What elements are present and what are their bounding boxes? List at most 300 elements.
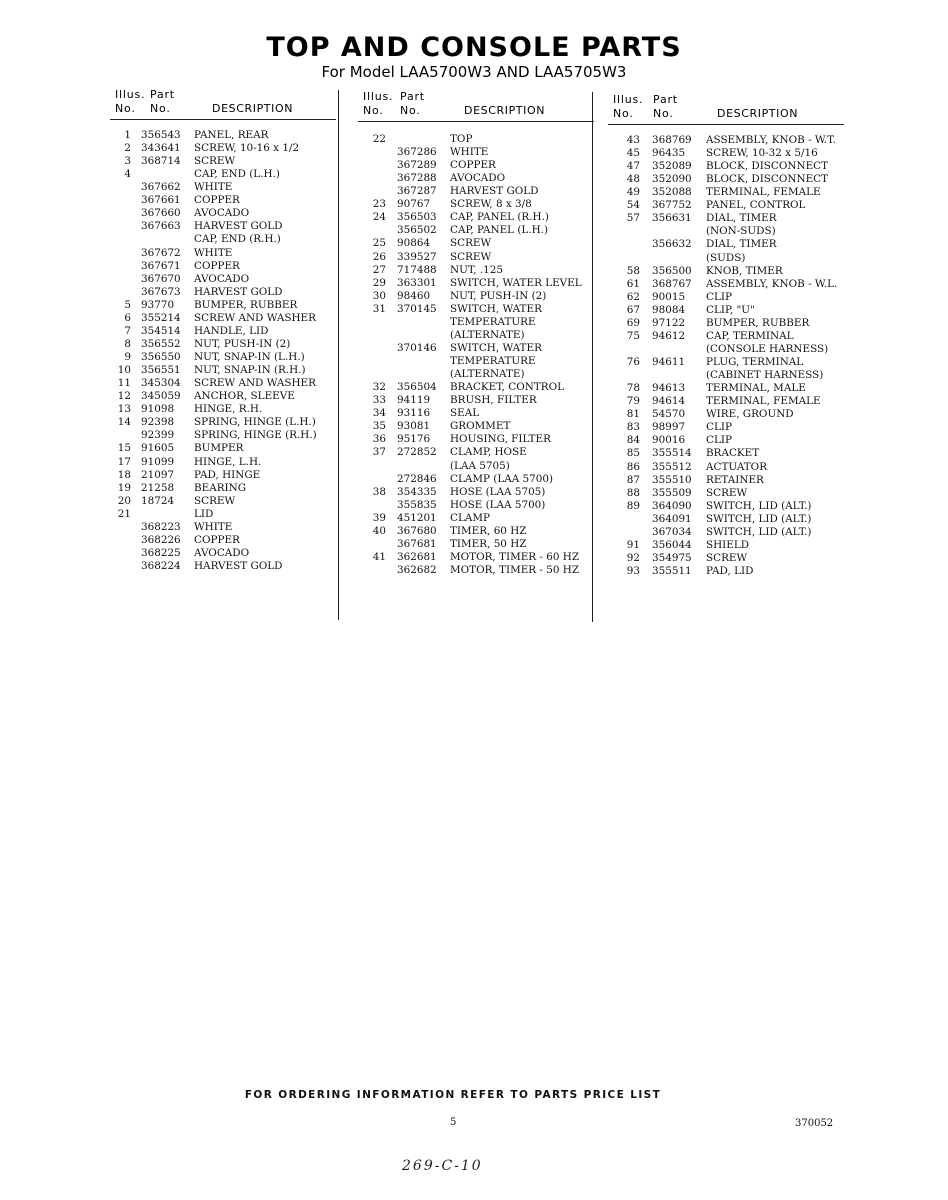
part-number: 343641: [141, 142, 181, 155]
part-description: SPRING, HINGE (L.H.): [194, 416, 316, 429]
part-description: AVOCADO: [194, 272, 250, 285]
part-description: AVOCADO: [450, 172, 506, 185]
part-description: DIAL, TIMER: [706, 238, 777, 251]
part-number: 93081: [397, 420, 431, 433]
parts-row: [0, 265, 948, 278]
part-number: 368225: [141, 546, 181, 559]
header-rule: [110, 119, 336, 120]
part-number: 355510: [652, 473, 692, 486]
part-description: SWITCH, WATER: [450, 302, 542, 315]
parts-row: [0, 212, 948, 225]
illus-number: 86: [626, 460, 640, 473]
part-description: (ALTERNATE): [450, 368, 525, 381]
part-number: 356500: [652, 264, 692, 277]
part-description: CAP, TERMINAL: [706, 329, 794, 342]
part-description: SWITCH, LID (ALT.): [706, 499, 812, 512]
illus-number: 12: [117, 390, 131, 403]
part-number: 367752: [652, 199, 692, 212]
part-description: CLAMP: [450, 511, 490, 524]
part-number: 354335: [397, 485, 437, 498]
part-description: HOUSING, FILTER: [450, 433, 551, 446]
part-number: 368769: [652, 134, 692, 146]
illus-number: 32: [372, 381, 386, 394]
illus-number: 4: [124, 168, 131, 181]
parts-row: [0, 408, 948, 421]
part-number: 356551: [141, 364, 181, 377]
parts-row: [0, 513, 948, 526]
header-part-no: No.: [653, 107, 674, 120]
part-number: 95176: [397, 433, 431, 446]
part-description: RETAINER: [706, 473, 764, 486]
illus-number: 84: [626, 434, 640, 447]
part-description: SCREW AND WASHER: [194, 311, 316, 324]
part-description: CLIP: [706, 434, 732, 447]
part-description: ASSEMBLY, KNOB - W.T.: [706, 134, 836, 146]
illus-number: 93: [626, 564, 640, 577]
part-number: 54570: [652, 408, 686, 421]
part-description: AVOCADO: [194, 546, 250, 559]
part-number: 96435: [652, 147, 686, 160]
part-description: TERMINAL, FEMALE: [706, 395, 821, 408]
part-description: NUT, PUSH-IN (2): [450, 289, 547, 302]
header-part-label: Part: [400, 90, 425, 103]
part-number: 367671: [141, 259, 181, 272]
illus-number: 79: [626, 395, 640, 408]
part-number: 93770: [141, 298, 175, 311]
parts-row: [0, 447, 948, 460]
parts-row: [0, 356, 948, 369]
parts-row: [0, 434, 948, 447]
part-description: CAP, END (R.H.): [194, 233, 281, 246]
part-description: COPPER: [194, 533, 240, 546]
illus-number: 22: [372, 133, 386, 145]
part-number: 345304: [141, 377, 181, 390]
handwritten-note: 269-C-10: [402, 1158, 483, 1174]
illus-number: 76: [626, 356, 640, 369]
part-description: SCREW: [706, 486, 748, 499]
part-number: 355511: [652, 564, 692, 577]
illus-number: 23: [372, 198, 386, 211]
part-description: KNOB, TIMER: [706, 264, 783, 277]
part-description: BUMPER: [194, 442, 244, 455]
part-description: BRUSH, FILTER: [450, 394, 537, 407]
part-number: 97122: [652, 316, 686, 329]
part-description: SCREW, 10-32 x 5/16: [706, 147, 818, 160]
illus-number: 27: [372, 263, 386, 276]
page-title: TOP AND CONSOLE PARTS: [266, 32, 682, 63]
illus-number: 34: [372, 407, 386, 420]
parts-row: [0, 421, 948, 434]
parts-row: [0, 552, 948, 565]
header-illus-label: Illus.: [613, 93, 644, 106]
part-number: 354975: [652, 551, 692, 564]
illus-number: 41: [372, 550, 386, 563]
illus-number: 30: [372, 289, 386, 302]
parts-row: [0, 304, 948, 317]
illus-number: 85: [626, 447, 640, 460]
part-description: (ALTERNATE): [450, 328, 525, 341]
part-description: (LAA 5705): [450, 459, 510, 472]
part-description: BLOCK, DISCONNECT: [706, 173, 829, 186]
part-description: SEAL: [450, 407, 480, 420]
part-number: 98460: [397, 289, 431, 302]
part-description: WIRE, GROUND: [706, 408, 794, 421]
part-description: WHITE: [194, 520, 233, 533]
part-description: PAD, HINGE: [194, 468, 261, 481]
part-description: MOTOR, TIMER - 50 HZ: [450, 563, 580, 576]
part-description: DIAL, TIMER: [706, 212, 777, 225]
part-number: 98997: [652, 421, 686, 434]
illus-number: 2: [124, 142, 131, 155]
part-description: HINGE, L.H.: [194, 455, 262, 468]
part-number: 367680: [397, 524, 437, 537]
illus-number: 29: [372, 276, 386, 289]
part-description: CAP, PANEL (L.H.): [450, 224, 549, 237]
part-number: 370145: [397, 302, 437, 315]
part-number: 21258: [141, 481, 175, 494]
illus-number: 78: [626, 382, 640, 395]
part-number: 362681: [397, 550, 437, 563]
part-number: 355214: [141, 311, 181, 324]
part-number: 367673: [141, 285, 181, 298]
part-description: HARVEST GOLD: [194, 285, 283, 298]
part-description: TEMPERATURE: [450, 355, 536, 368]
part-number: 94613: [652, 382, 686, 395]
part-number: 91605: [141, 442, 175, 455]
part-number: 367660: [141, 207, 181, 220]
header-part-no: No.: [150, 102, 171, 115]
part-number: 367287: [397, 185, 437, 198]
parts-row: [0, 539, 948, 552]
part-number: 364091: [652, 512, 692, 525]
illus-number: 31: [372, 302, 386, 315]
parts-row: [0, 252, 948, 265]
part-number: 356502: [397, 224, 437, 237]
parts-row: [0, 369, 948, 382]
part-description: WHITE: [194, 181, 233, 194]
illus-number: 14: [117, 416, 131, 429]
parts-row: [0, 487, 948, 500]
part-number: 90767: [397, 198, 431, 211]
illus-number: 54: [626, 199, 640, 212]
part-number: 355835: [397, 498, 437, 511]
part-description: SPRING, HINGE (R.H.): [194, 429, 317, 442]
document-number: 370052: [795, 1118, 834, 1129]
parts-row: [0, 134, 948, 147]
part-number: 368226: [141, 533, 181, 546]
header-part-label: Part: [653, 93, 678, 106]
part-description: CAP, PANEL (R.H.): [450, 211, 549, 224]
part-description: COPPER: [194, 259, 240, 272]
header-part-no: No.: [400, 104, 421, 117]
parts-row: [0, 278, 948, 291]
part-number: 356631: [652, 212, 692, 225]
part-number: 363301: [397, 276, 437, 289]
illus-number: 57: [626, 212, 640, 225]
illus-number: 49: [626, 186, 640, 199]
part-description: NUT, SNAP-IN (L.H.): [194, 351, 305, 364]
part-description: TIMER, 50 HZ: [450, 537, 527, 550]
part-number: 93116: [397, 407, 431, 420]
part-description: SHIELD: [706, 538, 750, 551]
part-number: 90864: [397, 237, 431, 250]
part-number: 367681: [397, 537, 437, 550]
illus-number: 91: [626, 538, 640, 551]
parts-row: [0, 395, 948, 408]
illus-number: 92: [626, 551, 640, 564]
part-description: CLIP: [706, 290, 732, 303]
part-number: 90015: [652, 290, 686, 303]
illus-number: 67: [626, 303, 640, 316]
illus-number: 20: [117, 494, 131, 507]
parts-row: [0, 317, 948, 330]
parts-row: [0, 526, 948, 539]
part-number: 367289: [397, 159, 437, 172]
parts-row: [0, 565, 948, 578]
part-number: 356632: [652, 238, 692, 251]
header-description: DESCRIPTION: [212, 102, 294, 115]
part-description: (CONSOLE HARNESS): [706, 342, 829, 355]
part-number: 367288: [397, 172, 437, 185]
part-description: SCREW: [194, 494, 236, 507]
part-number: 94119: [397, 394, 431, 407]
header-description: DESCRIPTION: [464, 104, 546, 117]
part-number: 94614: [652, 395, 686, 408]
part-number: 368767: [652, 277, 692, 290]
part-description: CLIP: [706, 421, 732, 434]
illus-number: 62: [626, 290, 640, 303]
part-number: 352090: [652, 173, 692, 186]
illus-number: 48: [626, 173, 640, 186]
part-number: 356504: [397, 381, 437, 394]
column-divider: [338, 90, 339, 620]
illus-number: 58: [626, 264, 640, 277]
header-part-label: Part: [150, 88, 175, 101]
illus-number: 26: [372, 250, 386, 263]
page-number: 5: [450, 1117, 457, 1128]
part-number: 91099: [141, 455, 175, 468]
parts-row: [0, 238, 948, 251]
part-number: 272852: [397, 446, 437, 459]
parts-row: [0, 147, 948, 160]
header-illus-label: Illus.: [115, 88, 146, 101]
illus-number: 8: [124, 337, 131, 350]
footer-ordering-info: FOR ORDERING INFORMATION REFER TO PARTS PRICE LIST: [244, 1089, 662, 1101]
part-description: PANEL, REAR: [194, 129, 269, 141]
part-description: PLUG, TERMINAL: [706, 356, 804, 369]
part-description: (SUDS): [706, 251, 746, 264]
part-number: 355509: [652, 486, 692, 499]
part-description: CAP, END (L.H.): [194, 168, 280, 181]
illus-number: 75: [626, 329, 640, 342]
illus-number: 35: [372, 420, 386, 433]
part-description: SCREW, 8 x 3/8: [450, 198, 532, 211]
illus-number: 43: [626, 134, 640, 146]
part-number: 367286: [397, 146, 437, 159]
part-number: 368224: [141, 559, 181, 572]
part-number: 362682: [397, 563, 437, 576]
part-description: ACTUATOR: [706, 460, 768, 473]
parts-row: [0, 474, 948, 487]
part-description: SCREW: [706, 551, 748, 564]
parts-row: [0, 330, 948, 343]
part-description: SCREW, 10-16 x 1/2: [194, 142, 300, 155]
part-number: 367034: [652, 525, 692, 538]
part-number: 354514: [141, 324, 181, 337]
part-number: 355514: [652, 447, 692, 460]
illus-number: 3: [124, 155, 131, 168]
illus-number: 11: [117, 377, 131, 390]
illus-number: 83: [626, 421, 640, 434]
part-description: TERMINAL, MALE: [706, 382, 806, 395]
part-description: SWITCH, LID (ALT.): [706, 512, 812, 525]
part-description: (CABINET HARNESS): [706, 369, 824, 382]
part-number: 91098: [141, 403, 175, 416]
part-description: PANEL, CONTROL: [706, 199, 806, 212]
part-description: TIMER, 60 HZ: [450, 524, 527, 537]
page-subtitle: For Model LAA5700W3 AND LAA5705W3: [321, 63, 627, 81]
part-description: LID: [194, 507, 214, 520]
part-description: BUMPER, RUBBER: [194, 298, 298, 311]
part-number: 345059: [141, 390, 181, 403]
part-number: 368714: [141, 155, 181, 168]
part-description: PAD, LID: [706, 564, 754, 577]
part-description: SCREW: [450, 250, 492, 263]
illus-number: 19: [117, 481, 131, 494]
illus-number: 25: [372, 237, 386, 250]
part-description: HINGE, R.H.: [194, 403, 263, 416]
part-description: NUT, PUSH-IN (2): [194, 337, 291, 350]
header-rule: [358, 121, 594, 122]
part-description: HANDLE, LID: [194, 324, 269, 337]
parts-row: [0, 173, 948, 186]
part-description: ANCHOR, SLEEVE: [194, 390, 295, 403]
parts-row: [0, 225, 948, 238]
illus-number: 87: [626, 473, 640, 486]
part-number: 94612: [652, 329, 686, 342]
illus-number: 7: [124, 324, 131, 337]
illus-number: 15: [117, 442, 131, 455]
part-number: 367672: [141, 246, 181, 259]
part-description: HARVEST GOLD: [194, 220, 283, 233]
part-description: SCREW AND WASHER: [194, 377, 316, 390]
parts-row: [0, 199, 948, 212]
illus-number: 13: [117, 403, 131, 416]
part-description: CLIP, "U": [706, 303, 755, 316]
illus-number: 45: [626, 147, 640, 160]
illus-number: 36: [372, 433, 386, 446]
illus-number: 89: [626, 499, 640, 512]
part-number: 356503: [397, 211, 437, 224]
illus-number: 61: [626, 277, 640, 290]
part-number: 356550: [141, 351, 181, 364]
header-description: DESCRIPTION: [717, 107, 799, 120]
part-description: WHITE: [450, 146, 489, 159]
illus-number: 17: [117, 455, 131, 468]
illus-number: 1: [124, 129, 131, 141]
column-divider: [592, 92, 593, 622]
part-number: 92399: [141, 429, 175, 442]
illus-number: 81: [626, 408, 640, 421]
part-description: HOSE (LAA 5700): [450, 498, 546, 511]
part-description: BEARING: [194, 481, 247, 494]
part-number: 94611: [652, 356, 686, 369]
part-description: GROMMET: [450, 420, 511, 433]
illus-number: 69: [626, 316, 640, 329]
part-description: MOTOR, TIMER - 60 HZ: [450, 550, 580, 563]
part-number: 339527: [397, 250, 437, 263]
part-description: ASSEMBLY, KNOB - W.L.: [706, 277, 838, 290]
part-description: SWITCH, WATER: [450, 341, 542, 354]
part-description: COPPER: [450, 159, 496, 172]
part-description: (NON-SUDS): [706, 225, 776, 238]
part-description: SWITCH, WATER LEVEL: [450, 276, 582, 289]
part-number: 717488: [397, 263, 437, 276]
part-description: SCREW: [194, 155, 236, 168]
part-description: NUT, SNAP-IN (R.H.): [194, 364, 306, 377]
part-description: CLAMP, HOSE: [450, 446, 527, 459]
illus-number: 5: [124, 298, 131, 311]
part-description: HARVEST GOLD: [194, 559, 283, 572]
part-number: 272846: [397, 472, 437, 485]
parts-row: [0, 160, 948, 173]
part-number: 92398: [141, 416, 175, 429]
part-description: CLAMP (LAA 5700): [450, 472, 554, 485]
part-number: 367663: [141, 220, 181, 233]
part-description: TERMINAL, FEMALE: [706, 186, 821, 199]
part-description: BLOCK, DISCONNECT: [706, 160, 829, 173]
part-description: WHITE: [194, 246, 233, 259]
illus-number: 9: [124, 351, 131, 364]
header-illus-no: No.: [115, 102, 136, 115]
part-number: 21097: [141, 468, 175, 481]
part-number: 18724: [141, 494, 175, 507]
part-description: BRACKET: [706, 447, 760, 460]
part-number: 367662: [141, 181, 181, 194]
illus-number: 24: [372, 211, 386, 224]
illus-number: 21: [117, 507, 131, 520]
part-number: 355512: [652, 460, 692, 473]
part-description: SCREW: [450, 237, 492, 250]
illus-number: 10: [117, 364, 131, 377]
parts-row: [0, 500, 948, 513]
part-number: 367670: [141, 272, 181, 285]
illus-number: 37: [372, 446, 386, 459]
part-description: HARVEST GOLD: [450, 185, 539, 198]
part-description: SWITCH, LID (ALT.): [706, 525, 812, 538]
illus-number: 88: [626, 486, 640, 499]
part-description: AVOCADO: [194, 207, 250, 220]
header-rule: [608, 124, 844, 125]
illus-number: 33: [372, 394, 386, 407]
part-number: 352089: [652, 160, 692, 173]
part-number: 356543: [141, 129, 181, 141]
part-number: 370146: [397, 341, 437, 354]
part-number: 98084: [652, 303, 686, 316]
illus-number: 39: [372, 511, 386, 524]
parts-row: [0, 382, 948, 395]
part-number: 356552: [141, 337, 181, 350]
part-description: BRACKET, CONTROL: [450, 381, 565, 394]
illus-number: 18: [117, 468, 131, 481]
part-number: 451201: [397, 511, 437, 524]
illus-number: 6: [124, 311, 131, 324]
header-illus-no: No.: [613, 107, 634, 120]
part-number: 356044: [652, 538, 692, 551]
header-illus-label: Illus.: [363, 90, 394, 103]
parts-row: [0, 343, 948, 356]
illus-number: 38: [372, 485, 386, 498]
